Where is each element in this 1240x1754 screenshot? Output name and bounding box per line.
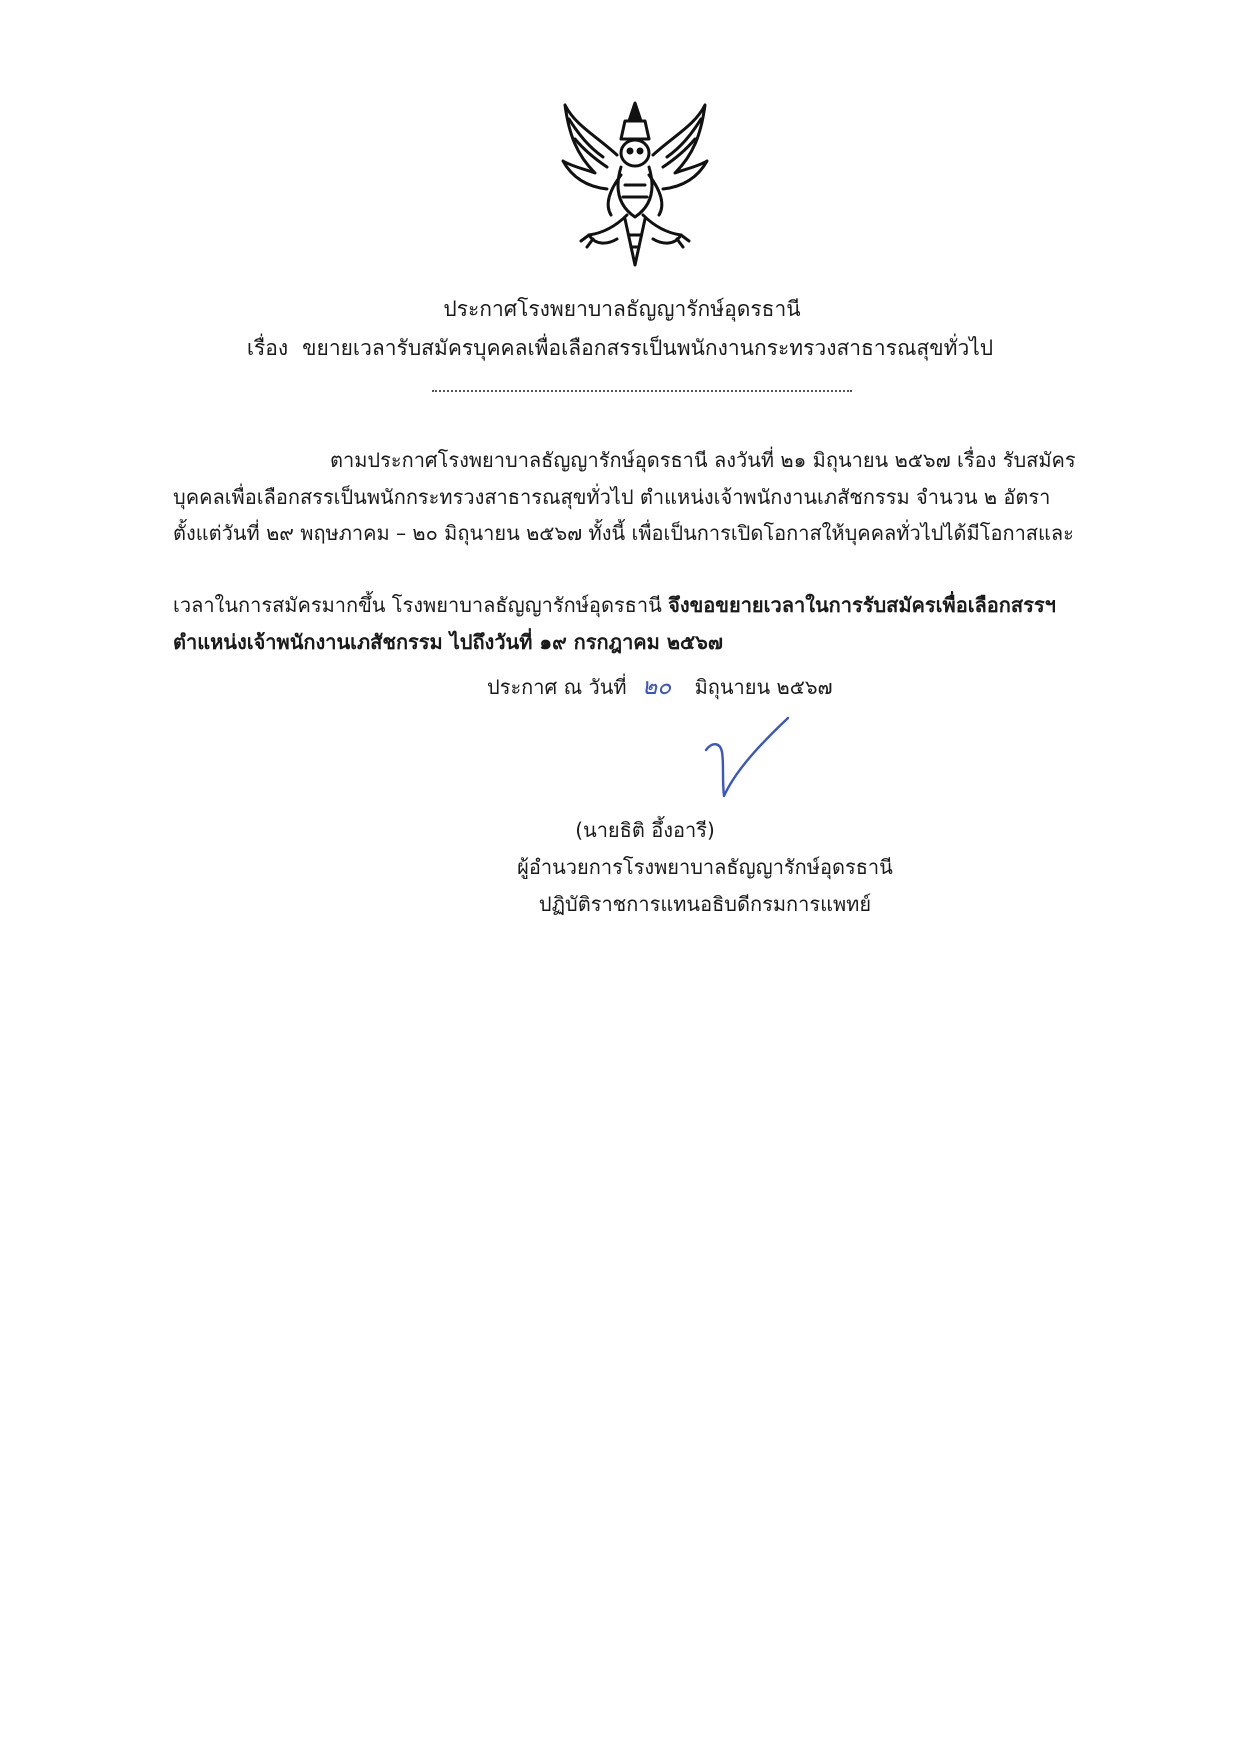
body-line-4 <box>173 590 1056 620</box>
announcement-title: ประกาศโรงพยาบาลธัญญารักษ์อุดรธานี <box>443 297 801 321</box>
dotted-divider <box>432 390 852 392</box>
announcement-day-handwritten: ๒๐ <box>641 674 672 700</box>
body-line-4-normal: เวลาในการสมัครมากขึ้น โรงพยาบาลธัญญารักษ์อุดรธานี <box>173 593 662 617</box>
signatory-position: ผู้อำนวยการโรงพยาบาลธัญญารักษ์อุดรธานี <box>517 855 893 879</box>
announcement-date-prefix: ประกาศ ณ วันที่ <box>487 675 627 699</box>
subject-label: เรื่อง <box>246 336 289 360</box>
body-line-1: ตามประกาศโรงพยาบาลธัญญารักษ์อุดรธานี ลงวันที่ ๒๑ มิถุนายน ๒๕๖๗ เรื่อง รับสมัคร <box>330 448 1076 472</box>
subject-text: ขยายเวลารับสมัครบุคคลเพื่อเลือกสรรเป็นพนักงานกระทรวงสาธารณสุขทั่วไป <box>302 336 994 360</box>
signatory-name: (นายธิติ อึ้งอารี) <box>575 818 715 842</box>
body-line-2: บุคคลเพื่อเลือกสรรเป็นพนักกระทรวงสาธารณสุขทั่วไป ตำแหน่งเจ้าพนักงานเภสัชกรรม จำนวน ๒ อัตรา <box>173 485 1051 509</box>
body-line-5: ตำแหน่งเจ้าพนักงานเภสัชกรรม ไปถึงวันที่ ๑๙ กรกฎาคม ๒๕๖๗ <box>173 630 723 654</box>
announcement-month-year: มิถุนายน ๒๕๖๗ <box>694 675 833 699</box>
body-line-3: ตั้งแต่วันที่ ๒๙ พฤษภาคม – ๒๐ มิถุนายน ๒๕๖๗ ทั้งนี้ เพื่อเป็นการเปิดโอกาสให้บุคคลทั่วไปได้มีโอกาสและ <box>173 521 1074 545</box>
signatory-acting-for: ปฏิบัติราชการแทนอธิบดีกรมการแพทย์ <box>538 892 872 916</box>
announcement-date <box>487 670 833 704</box>
garuda-emblem-icon <box>555 95 715 270</box>
body-line-4-bold: จึงขอขยายเวลาในการรับสมัครเพื่อเลือกสรรฯ <box>668 593 1056 617</box>
announcement-subject <box>0 333 1240 363</box>
handwritten-signature <box>700 712 795 807</box>
